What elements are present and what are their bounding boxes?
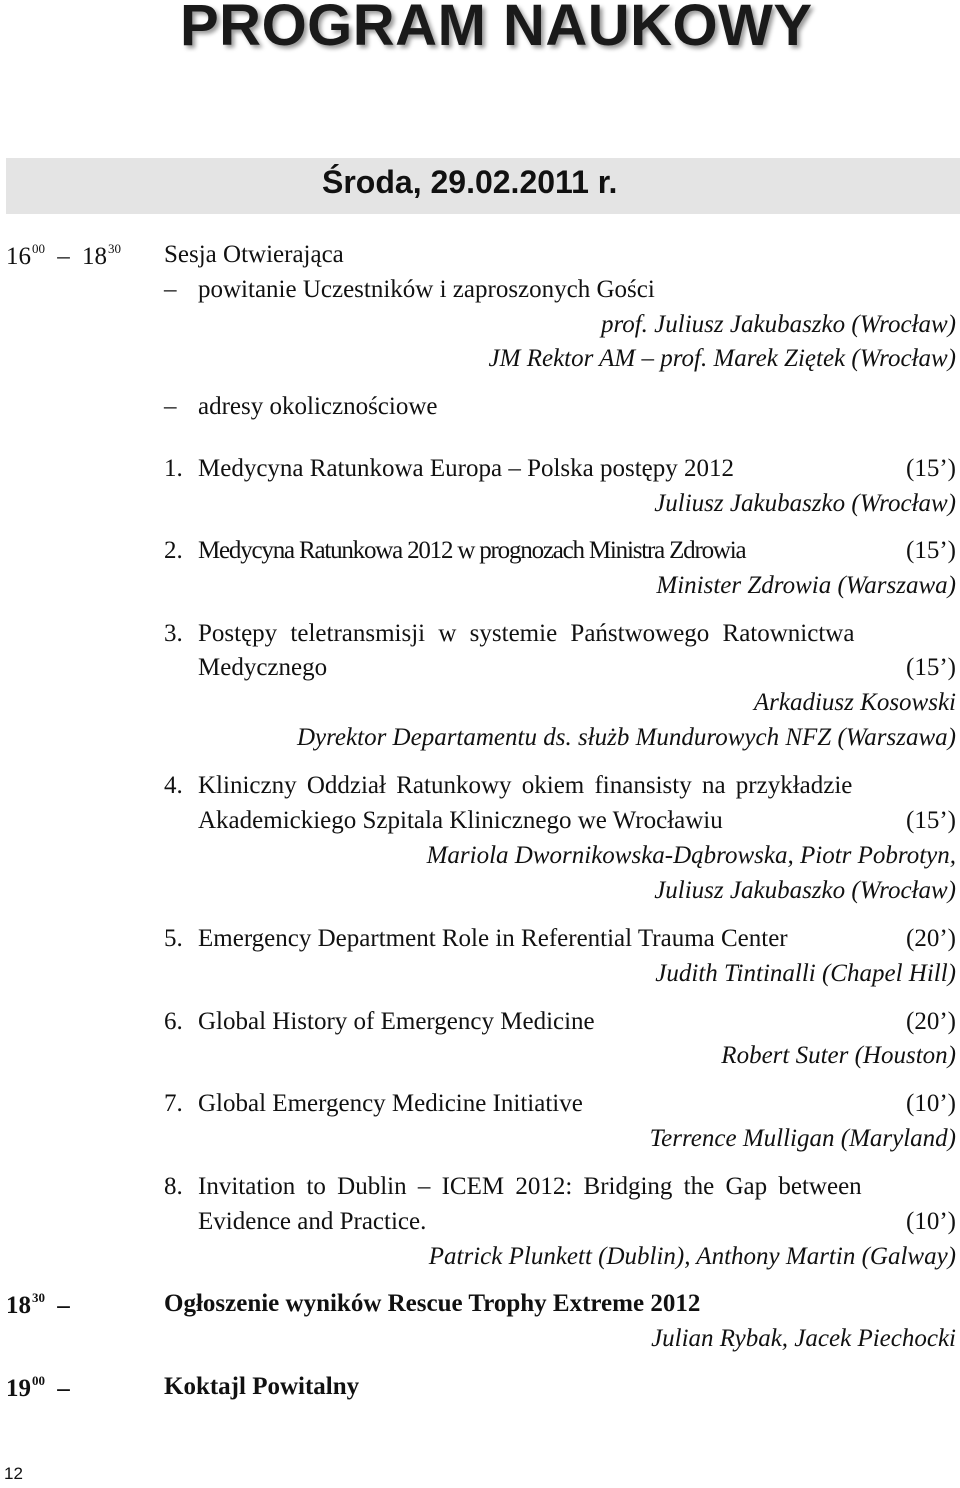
welcome-speaker-2: JM Rektor AM – prof. Marek Ziętek (Wrocław) <box>488 345 956 372</box>
talk-title: Kliniczny Oddział Ratunkowy okiem finansisty na przykładzie <box>198 772 853 799</box>
page-title: PROGRAM NAUKOWY <box>180 0 813 58</box>
session-time-separator: – <box>57 243 70 270</box>
welcome-dash: – <box>164 276 177 303</box>
talk-author: Judith Tintinalli (Chapel Hill) <box>655 960 956 987</box>
talk-title: Emergency Department Role in Referential Trauma Center <box>198 925 788 952</box>
session-title: Sesja Otwierająca <box>164 241 344 268</box>
talk-author: Juliusz Jakubaszko (Wrocław) <box>654 490 956 517</box>
talk-author: Patrick Plunkett (Dublin), Anthony Martin (Galway) <box>428 1243 956 1270</box>
event1-time <box>6 1290 70 1320</box>
talk-number: 8. <box>164 1173 183 1200</box>
talk-duration: (15’) <box>906 455 956 482</box>
talk-author: Juliusz Jakubaszko (Wrocław) <box>654 877 956 904</box>
day-heading: Środa, 29.02.2011 r. <box>322 164 618 200</box>
page-number: 12 <box>4 1464 23 1483</box>
addresses-text: adresy okolicznościowe <box>198 393 438 420</box>
talk-title: Medycyna Ratunkowa 2012 w prognozach Ministra Zdrowia <box>198 537 746 564</box>
talk-title-cont: Medycznego <box>198 654 328 681</box>
event1-hour: 18 <box>6 1292 31 1319</box>
talk-title: Invitation to Dublin – ICEM 2012: Bridging the Gap between <box>198 1173 862 1200</box>
talk-duration: (15’) <box>906 807 956 834</box>
talk-number: 6. <box>164 1008 183 1035</box>
talk-title: Postępy teletransmisji w systemie Państwowego Ratownictwa <box>198 620 855 647</box>
session-time <box>6 241 121 271</box>
talk-title: Global History of Emergency Medicine <box>198 1008 595 1035</box>
session-end-hour: 18 <box>82 243 107 270</box>
welcome-text: powitanie Uczestników i zaproszonych Gości <box>198 276 655 303</box>
talk-duration: (20’) <box>906 1008 956 1035</box>
talk-title: Medycyna Ratunkowa Europa – Polska postępy 2012 <box>198 455 735 482</box>
talk-duration: (10’) <box>906 1090 956 1117</box>
addresses-dash: – <box>164 393 177 420</box>
session-end-minute: 30 <box>108 241 121 256</box>
talk-title: Global Emergency Medicine Initiative <box>198 1090 583 1117</box>
welcome-speaker-1: prof. Juliusz Jakubaszko (Wrocław) <box>600 311 956 338</box>
event1-speakers: Julian Rybak, Jacek Piechocki <box>651 1325 956 1352</box>
talk-title-cont: Akademickiego Szpitala Klinicznego we Wrocławiu <box>198 807 723 834</box>
event2-minute: 00 <box>32 1373 45 1388</box>
talk-author: Arkadiusz Kosowski <box>753 689 956 716</box>
talk-author: Mariola Dwornikowska-Dąbrowska, Piotr Pobrotyn, <box>426 842 956 869</box>
session-start-minute: 00 <box>32 241 45 256</box>
talk-duration: (15’) <box>906 537 956 564</box>
event1-minute: 30 <box>32 1290 45 1305</box>
talk-author-affiliation: Dyrektor Departamentu ds. służb Mundurowych NFZ (Warszawa) <box>296 724 956 751</box>
event1-dash: – <box>57 1292 70 1319</box>
talk-duration: (15’) <box>906 654 956 681</box>
event2-title: Koktajl Powitalny <box>164 1373 360 1400</box>
talk-title-cont: Evidence and Practice. <box>198 1208 427 1235</box>
talk-number: 7. <box>164 1090 183 1117</box>
talk-number: 1. <box>164 455 183 482</box>
talk-author: Robert Suter (Houston) <box>721 1042 956 1069</box>
event2-time <box>6 1373 70 1403</box>
event2-dash: – <box>57 1375 70 1402</box>
talk-author: Minister Zdrowia (Warszawa) <box>656 572 956 599</box>
talk-duration: (10’) <box>906 1208 956 1235</box>
talk-number: 3. <box>164 620 183 647</box>
event1-title: Ogłoszenie wyników Rescue Trophy Extreme 2012 <box>164 1290 701 1317</box>
talk-duration: (20’) <box>906 925 956 952</box>
talk-number: 4. <box>164 772 183 799</box>
talk-number: 2. <box>164 537 183 564</box>
session-start-hour: 16 <box>6 243 31 270</box>
talk-author: Terrence Mulligan (Maryland) <box>649 1125 956 1152</box>
event2-hour: 19 <box>6 1375 31 1402</box>
talk-number: 5. <box>164 925 183 952</box>
